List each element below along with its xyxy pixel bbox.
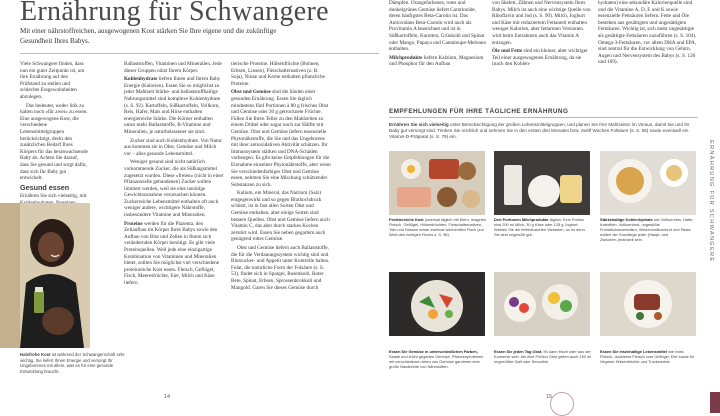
col6-paragraph: hydraten) eine sekundäre Kalorienquelle sind und die Vitamine A, D, E und K sowie essenzielle Fettsäuren liefern. Fette und Öle bestehen aus gesättigten und ungesättigten Fettsäuren. Wichtig ist, sich mehr ungesättigte als gesättigte Fettsäuren zuzuführen (s. S. 104). Omega-3-Fettsäuren, vor allem DHA und EPA, sind zentral für die Entwicklung von Gehirn, Augen und Nervensystem des Babys (s. S. 126 und 169).	[598, 0, 697, 66]
col1-paragraph: Viele Schwangere finden, dass nun ein guter Zeitpunkt ist, um ihre Ernährung auf den Prüfstand zu stellen und schlechte Essgewohnheiten abzulegen.	[20, 61, 85, 100]
food-photo-fruit	[494, 272, 590, 336]
iron-foods-icon	[600, 272, 696, 336]
protein-plate-icon	[389, 151, 485, 215]
pregnant-woman-photo	[0, 203, 90, 348]
col2-text: werden für die Plazenta, den Zellaufbau im Körper Ihres Babys sowie den Aufbau von Blut und Zellen in Ihrem sich verändernden Körper benötigt. Es gibt viele Proteinquellen. Weil jede eine einzigartige Kombination von Vitaminen und Mineralien bietet, sollten Sie möglichst viel verschiedene proteinreiche Kost essen. Fleisch, Geflügel, Fisch, Meeresfrüchte, Eier, Milch und Käse liefern	[124, 220, 220, 286]
food-caption-text: täglich: Eine Portion sind 200 ml Milch, 30 g Käse oder 125 g Joghurt. Wählen Sie die fettreduzierten Varianten, so es denn. Sie sind ungesüßt gut.	[494, 217, 586, 237]
col3-paragraph	[231, 89, 331, 188]
col2-bold: Proteine	[124, 220, 143, 227]
food-caption-text: wie rotes Fleisch, dunkleres Fleisch vom Geflügel, Eier sowie für Veganer Hülsenfrüchte und Trockenobst.	[600, 349, 695, 364]
food-caption-bold: Essen Sie jeden Tag Obst.	[494, 349, 543, 354]
food-caption-text: (zweimal täglich mit Eiern, mageres Fleisch, Geflügel, Hülsenfrüchten, Fleischalternativen, Tofu und Nüssen sowie zweimal wöchentlich Fisch (zur Wahl des richtigen Fischs s. S. 96).	[389, 217, 487, 237]
page-title: Ernährung für Schwangere	[20, 0, 329, 27]
col2-paragraph: Zucker sind auch Kohlenhydrate. Von Natur aus kommen sie in Obst, Gemüse und Milch vor – alles gesunde Lebensmittel.	[124, 137, 222, 157]
vegetables-icon	[389, 272, 485, 336]
food-caption-text: Es kann frisch oder aus der Konserve sein. Als eine Portion Obst gelten auch 150 ml ungesüßter Saft oder Smoothie.	[494, 349, 592, 364]
col4-paragraph: Dämpfen. Orangefarbenes, rotes und dunkelgrünes Gemüse liefert Carotinoide, deren häufigstes Beta-Carotin ist. Das Antioxidans Beta-Carotin wird auch als Provitamin A bezeichnet und ist in Süßkartoffeln, Karotten, Grünkohl und Spinat oder Mango, Papaya und Cantaloupe-Melonen enthalten.	[389, 0, 486, 53]
food-photo-dairy	[494, 151, 590, 215]
col1-heading: Gesund essen	[20, 182, 70, 192]
running-side-label: ERNÄHRUNG FÜR SCHWANGERE	[708, 140, 714, 263]
section-intro-bold: Ernähren Sie sich vielseitig	[389, 122, 449, 127]
col5-paragraph	[492, 48, 592, 68]
col2-paragraph	[124, 221, 224, 287]
dairy-icon	[494, 151, 590, 215]
food-photo-carbs	[600, 151, 696, 215]
column-5	[492, 0, 592, 70]
title-divider	[20, 53, 379, 54]
caption-text: ist während der Schwangerschaft sehr wichtig. Sie liefert Ihnen Energie und versorgt Ihr Ungeborenes mit allem, was es für eine gesunde Entwicklung braucht.	[20, 352, 125, 374]
col3-paragraph: Obst und Gemüse liefern auch Ballaststoffe, die für die Verdauungssystem wichtig sind und Blutzucker- und Appetit unter Kontrolle halten. Folat, die natürliche Form der Folsäure (s. S. 53), findet sich in Spargel, Rosenkohl, Roter Bete, Spinat, Erbsen, Sprossenbrokkoli und Mangold. Garen Sie dieses Gemüse durch	[231, 245, 330, 291]
col2-bold: Kohlenhydrate	[124, 76, 158, 83]
food-caption-text: wie Vollkornreis, Hafer, Kartoffeln, Vollkornbrot, ungesüßte Frühstücksscerealien, Weizenvollkornbrot und Pasta sollten die Grundlage jeder (Haupt- und Zwischen-)mahlzeit sein.	[600, 217, 694, 242]
section-title: EMPFEHLUNGEN FÜR IHRE TÄGLICHE ERNÄHRUNG	[389, 108, 569, 115]
section-intro-text: unter Berücksichtigung der großen Lebensmittelgruppen, und planen Sie Ihre Mahlzeiten im Voraus, damit Sie und Ihr Baby gut versorgt sind. Trinken Sie reichlich und nehmen Sie in den ersten drei Monaten bzw. zwölf Wochen Folsäure (s. S. 55) sowie eventuell ein Vitamin-D-Präparat (s. S. 79) ein.	[389, 122, 690, 139]
food-photo-protein	[389, 151, 485, 215]
food-caption	[494, 217, 592, 237]
decorative-circle	[550, 392, 574, 416]
food-caption-bold: Stärkehaltige Kohlenhydrate	[600, 217, 653, 222]
column-2	[124, 61, 224, 289]
food-caption	[389, 217, 487, 237]
col1-paragraph: Ernähren Sie sich vielseitig, mit	[20, 193, 87, 200]
page-number-right: 15	[546, 394, 552, 400]
food-caption-bold: Essen Sie Gemüse in unterschiedlichen Farben,	[389, 349, 478, 354]
col2-paragraph	[124, 76, 224, 135]
food-caption-bold: Essen Sie eisenhaltige Lebensmittel	[600, 349, 668, 354]
page-subtitle: Mit einer nährstoffreichen, ausgewogenen Kost stärken Sie Ihre eigene und die zukünftige Gesundheit Ihres Babys.	[20, 27, 277, 45]
col3-paragraph: Kalium, ein Mineral, das Natrium (Salz) entgegenwirkt und so gegen Bluthochdruck schützt, ist in fast allen Sorten Obst und Gemüse enthalten, aber einige Sorten sind bessere Quellen. Obst und Gemüse liefern auch Vitamin C, das aber durch starkes Kochen zerstört wird. Essen Sie neben gegartem auch genügend rohes Gemüse.	[231, 190, 330, 243]
food-caption	[600, 217, 698, 242]
woman-illustration	[0, 203, 90, 348]
chapter-tab	[710, 392, 720, 413]
col3-text: sind die Säulen einer gesunden Ernährung. Essen Sie täglich mindestens fünf Portionen à 80 g frisches Obst und Gemüse oder 30 g getrocknete Früchte. Füllen Sie Ihren Teller zu den Mahlzeiten zu einem Drittel oder sogar noch zur Hälfte mit Gemüse. Obst und Gemüse liefern essenzielle Phytonährstoffe, die Sie und das Ungeborene mit ihrer antioxidativen Aktivität schützen. Ihr Immunsystem stärken und DNA-Schäden vorbeugen. Es gibt keine Empfehlungen für die Einnahme einzelner Phytonährstoffe, aber wenn Sie verschiedenfarbiges Obst und Gemüse essen, nehmen Sie eine Mischung schützender Substanzen zu sich.	[231, 89, 331, 188]
food-caption-bold: Drei Portionen Milchprodukte	[494, 217, 549, 222]
col2-text: liefern Ihnen und Ihrem Baby Energie (Kalorien). Essen Sie so möglichst zu jeder Mahlzeit Stärke- und ballaststoffhaltige Nahrungsmittel sind komplexe Kohlenhydrate (s. S. 92). Kartoffeln, Süßkartoffeln, Vollkorn, Reis, Hafer, Mais und Hirse enthalten energiereiche Stärke. Die Körner enthalten umso mehr Ballaststoffe, B-Vitamine und Mineralien, je naturbelassener sie sind.	[124, 76, 221, 135]
section-intro	[389, 122, 698, 139]
food-photo-iron	[600, 272, 696, 336]
col2-paragraph: Weniger gesund sind nicht natürlich vorkommende Zucker, die als Süßungsmittel zugesetzt wurden. Diese »freien« (nicht in einer Pflanzenzelle gebundenen) Zucker sollten limitiert werden, weil sie eine unnötige Gewichtszunahme verursachen können. Zuckerreiche Lebensmittel enthalten oft auch weniger andere, wichtigere Nährstoffe, insbesondere Vitamine und Mineralien.	[124, 159, 224, 219]
col4-text: liefern Kalzium, Magnesium und Phosphor für den Aufbau	[389, 54, 484, 68]
col4-bold: Milchprodukte	[389, 54, 423, 61]
carbs-icon	[600, 151, 696, 215]
caption-bold: Halsfrohe Kost	[20, 352, 51, 357]
column-4	[389, 0, 487, 70]
column-3	[231, 61, 331, 293]
col5-text: sind ein kleiner, aber wichtiger Teil einer ausgewogenen Ernährung, da sie (nach den Kohlen-	[492, 48, 588, 68]
column-1	[20, 61, 88, 215]
left-photo-caption	[20, 352, 135, 374]
col5-bold: Öle und Fette	[492, 48, 523, 55]
col1-paragraph: Das bedeutet, weder litik zu halten noch »für zwei« zu essen. Eine ausgewogene Kost, die verschiedene Lebensmittelgruppen berücksichtigt, deckt den zusätzlichen Bedarf Ihres Körpers für das heranwachsende Baby ab. Achten Sie darauf, dass Sie gesund und sorgt dafür, dass sich Ihr Baby gut entwickelt.	[20, 102, 88, 182]
col4-paragraph	[389, 55, 487, 68]
page-number-left: 14	[164, 394, 170, 400]
food-caption	[389, 349, 487, 369]
col3-bold: Obst und Gemüse	[231, 89, 271, 96]
food-caption	[600, 349, 698, 364]
food-caption	[494, 349, 592, 364]
food-photo-vegetables	[389, 272, 485, 336]
food-caption-bold: Proteinreiche Kost	[389, 217, 424, 222]
col5-paragraph: von Skelett, Zähnen und Nervensystem Ihres Babys. Milch ist auch eine wichtige Quelle von Riboflavin und Jod (s. S. 90). Milch, Joghurt und Käse mit reduziertem Fettanteil enthalten weniger Kalorien, aber fettarmen Versionen wird beim Entrahmen auch das Vitamin A entzogen.	[492, 0, 591, 46]
section-divider	[389, 117, 698, 118]
col3-paragraph: tierische Proteine. Hülsenfrüchte (Bohnen, Erbsen, Linsen), Fleischalternativen (z. B. Soja), Nüsse und Kerne enthalten pflanzliche Proteine.	[231, 61, 325, 87]
food-caption-text: Salate und leicht gegartes Gemüse. Pflanzenproteinen mit verschiedenen Arten von Gemüse garnieren eine große Bandbreite von Nährstoffen.	[389, 354, 484, 369]
col2-paragraph: Ballaststoffen, Vitaminen und Mineralien. Jede dieser Gruppen nützt Ihrem Körper.	[124, 61, 222, 74]
fruit-icon	[494, 272, 590, 336]
column-6	[598, 0, 698, 68]
